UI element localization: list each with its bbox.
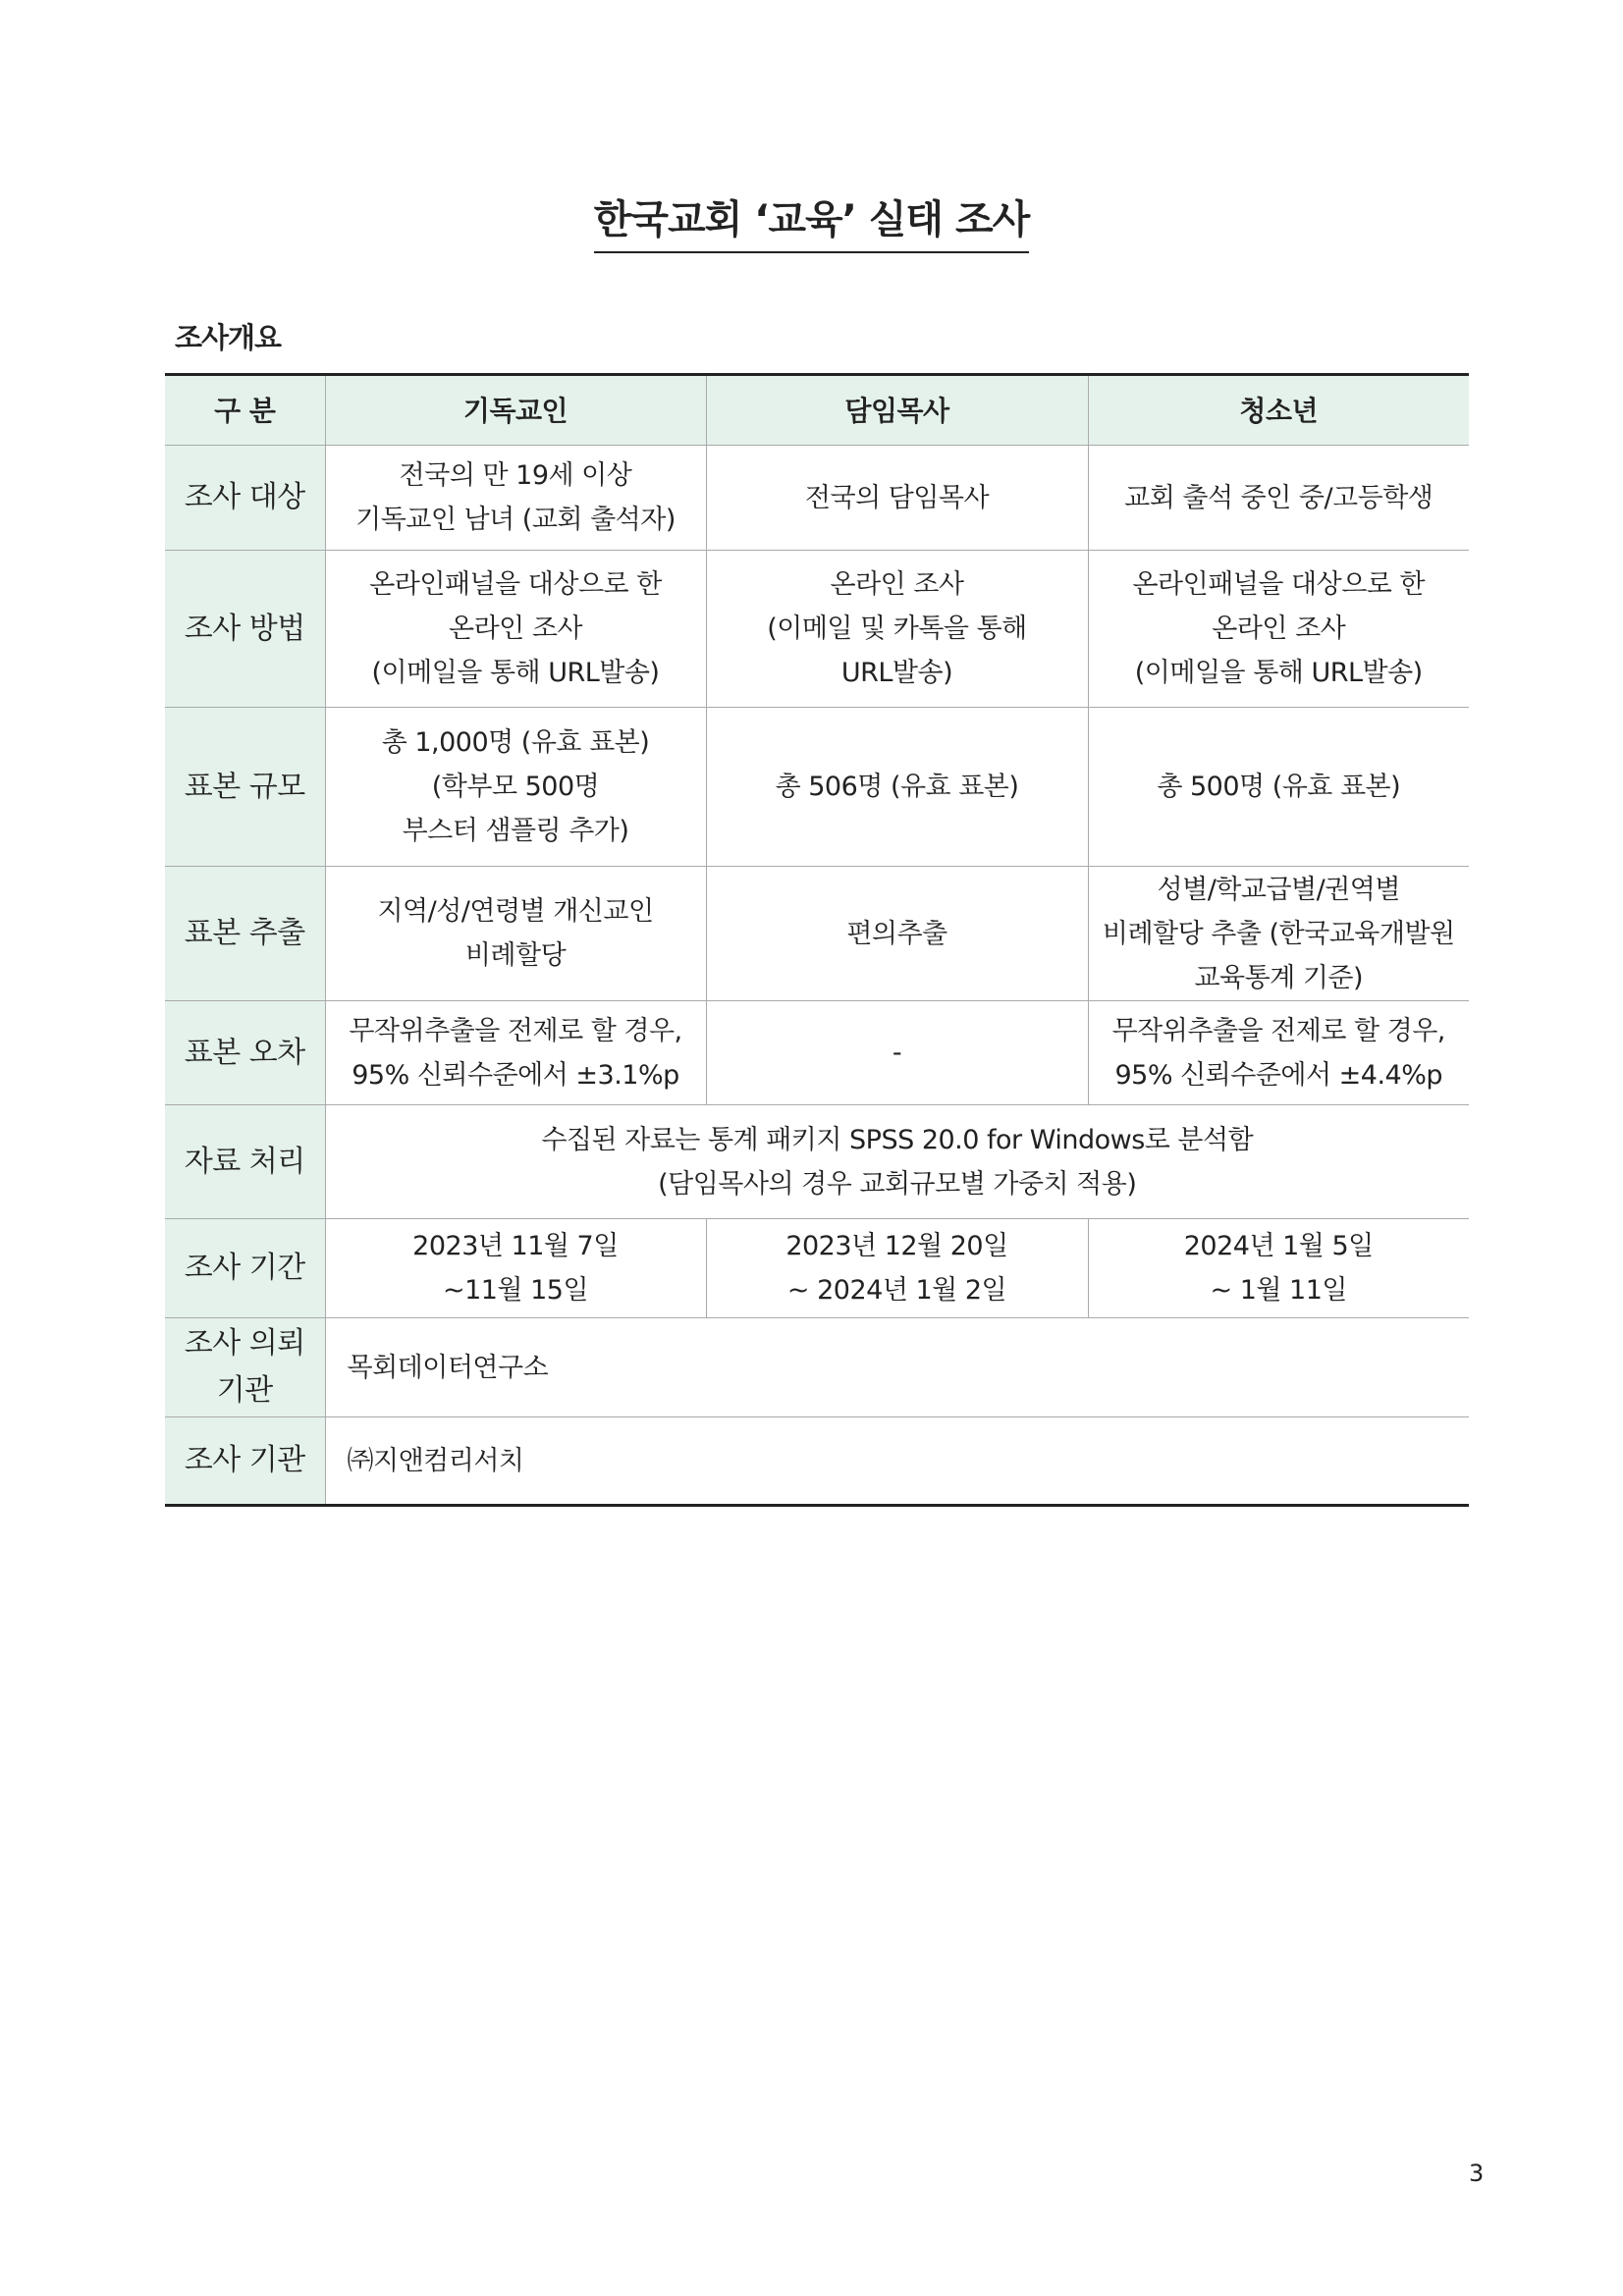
table-row-agency [165, 1417, 1469, 1506]
cell-line: 총 1,000명 (유효 표본) [381, 727, 650, 758]
page-number: 3 [1469, 2160, 1485, 2187]
cell-line: ~11월 15일 [442, 1275, 589, 1306]
cell-pastor [706, 1219, 1088, 1318]
cell-youth [1088, 551, 1469, 708]
row-label: 표본 오차 [165, 1001, 325, 1105]
cell-client-value: 목회데이터연구소 [325, 1318, 1469, 1417]
cell-line: 교육통계 기준) [1194, 962, 1364, 993]
cell-line: - [892, 1038, 902, 1068]
row-label-line: 조사 의뢰 [184, 1326, 305, 1361]
header-youth: 청소년 [1088, 375, 1469, 446]
table-row-target [165, 446, 1469, 551]
cell-line: 전국의 만 19세 이상 [399, 460, 632, 491]
cell-pastor [706, 708, 1088, 867]
cell-agency-value: ㈜지앤컴리서치 [325, 1417, 1469, 1506]
cell-line: 온라인 조사 [449, 614, 582, 644]
table-row-sampling [165, 867, 1469, 1001]
cell-line: 지역/성/연령별 개신교인 [377, 896, 654, 927]
table-row-processing [165, 1105, 1469, 1219]
cell-pastor [706, 551, 1088, 708]
cell-line: 95% 신뢰수준에서 ±4.4%p [1114, 1059, 1443, 1091]
survey-overview-table [165, 373, 1469, 1507]
cell-line: (담임목사의 경우 교회규모별 가중치 적용) [658, 1168, 1137, 1200]
header-row [165, 375, 1469, 446]
cell-line: 성별/학교급별/권역별 [1157, 874, 1400, 905]
cell-line: 수집된 자료는 통계 패키지 SPSS 20.0 for Windows로 분석함 [541, 1124, 1254, 1155]
row-label: 조사 기간 [165, 1219, 325, 1318]
row-label [165, 1318, 325, 1417]
cell-christian [325, 551, 706, 708]
row-label: 자료 처리 [165, 1105, 325, 1219]
cell-line: 교회 출석 중인 중/고등학생 [1124, 482, 1434, 513]
table-row-method [165, 551, 1469, 708]
cell-youth [1088, 1219, 1469, 1318]
cell-line: 온라인 조사 [830, 569, 964, 600]
cell-youth [1088, 867, 1469, 1001]
cell-line: 2023년 12월 20일 [785, 1231, 1008, 1261]
cell-youth [1088, 1001, 1469, 1105]
cell-line: 온라인패널을 대상으로 한 [1132, 569, 1426, 600]
cell-line: (학부모 500명 [431, 772, 600, 802]
cell-line: ~ 1월 11일 [1210, 1275, 1347, 1306]
row-label: 표본 추출 [165, 867, 325, 1001]
cell-line: 기독교인 남녀 (교회 출석자) [355, 505, 676, 535]
cell-pastor [706, 446, 1088, 551]
page-title-wrap [0, 196, 1623, 253]
row-label: 조사 기관 [165, 1417, 325, 1506]
cell-line: 무작위추출을 전제로 할 경우, [1111, 1015, 1445, 1046]
cell-christian [325, 1001, 706, 1105]
row-label: 표본 규모 [165, 708, 325, 867]
header-pastor: 담임목사 [706, 375, 1088, 446]
table-row-error [165, 1001, 1469, 1105]
table-row-period [165, 1219, 1469, 1318]
cell-line: 부스터 샘플링 추가) [402, 816, 629, 846]
cell-line: 온라인 조사 [1212, 614, 1346, 644]
cell-line: (이메일을 통해 URL발송) [371, 658, 660, 688]
cell-merged [325, 1105, 1469, 1219]
cell-line: 비례할당 [464, 940, 567, 971]
cell-line: URL발송) [840, 658, 953, 688]
cell-youth [1088, 708, 1469, 867]
table-row-client [165, 1318, 1469, 1417]
row-label: 조사 대상 [165, 446, 325, 551]
cell-line: 2023년 11월 7일 [412, 1231, 619, 1261]
header-christian: 기독교인 [325, 375, 706, 446]
section-title: 조사개요 [175, 321, 282, 354]
cell-christian [325, 867, 706, 1001]
cell-line: 무작위추출을 전제로 할 경우, [349, 1015, 682, 1046]
cell-line: 비례할당 추출 (한국교육개발원 [1102, 918, 1455, 949]
cell-line: 총 500명 (유효 표본) [1157, 772, 1401, 802]
cell-line: 전국의 담임목사 [804, 482, 990, 513]
cell-line: 95% 신뢰수준에서 ±3.1%p [352, 1059, 679, 1091]
cell-pastor [706, 1001, 1088, 1105]
row-label-line: 기관 [216, 1373, 273, 1408]
row-label: 조사 방법 [165, 551, 325, 708]
page-title: 한국교회 ‘교육’ 실태 조사 [594, 196, 1030, 253]
cell-line: 2024년 1월 5일 [1183, 1231, 1374, 1261]
table-row-sample-size [165, 708, 1469, 867]
header-category: 구 분 [165, 375, 325, 446]
cell-christian [325, 708, 706, 867]
cell-christian [325, 1219, 706, 1318]
cell-youth [1088, 446, 1469, 551]
cell-line: (이메일을 통해 URL발송) [1134, 658, 1423, 688]
cell-christian [325, 446, 706, 551]
cell-pastor [706, 867, 1088, 1001]
cell-line: 편의추출 [846, 918, 947, 949]
cell-line: (이메일 및 카톡을 통해 [767, 614, 1027, 644]
cell-line: 온라인패널을 대상으로 한 [369, 569, 662, 600]
cell-line: ~ 2024년 1월 2일 [786, 1275, 1007, 1306]
cell-line: 총 506명 (유효 표본) [775, 772, 1019, 802]
